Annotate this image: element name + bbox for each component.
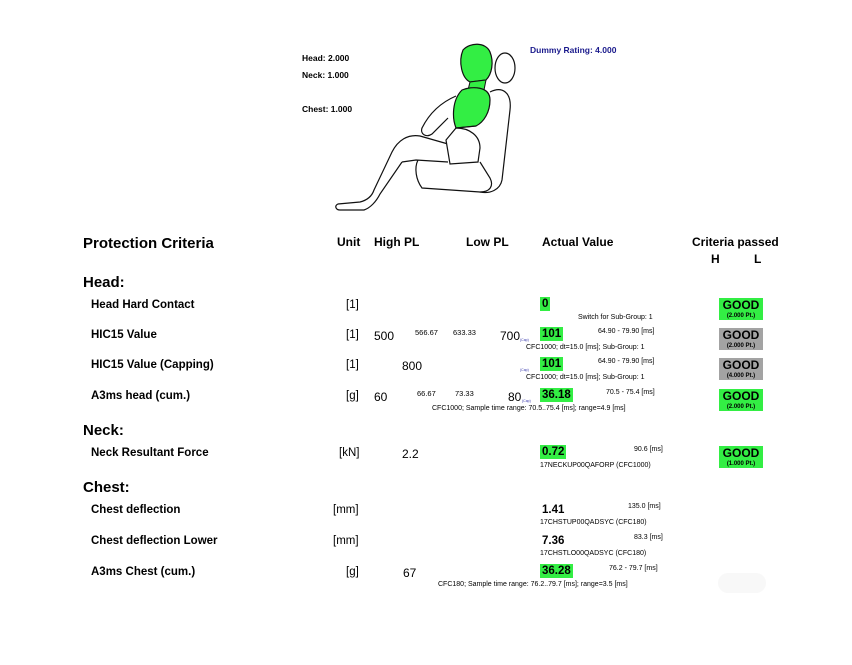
high-pl-value: 800 xyxy=(402,359,423,373)
neck-score-label: Neck: 1.000 xyxy=(302,70,349,80)
grade-text: GOOD xyxy=(722,389,760,403)
row-unit: [1] xyxy=(346,329,359,341)
empty-grade-placeholder xyxy=(718,573,766,593)
actual-value: 101 xyxy=(542,328,562,340)
time-range: 76.2 - 79.7 [ms] xyxy=(609,565,658,572)
row-label: A3ms head (cum.) xyxy=(91,390,191,402)
cap-marker: (Cap) xyxy=(522,399,531,403)
low-pl-value: 80 xyxy=(508,390,522,404)
row-unit: [1] xyxy=(346,299,359,311)
head-score-label: Head: 2.000 xyxy=(302,53,350,63)
high-pl-value: 67 xyxy=(403,566,417,580)
cap-marker: (Cap) xyxy=(520,338,529,342)
grade-badge xyxy=(719,328,763,350)
time-range: 64.90 - 79.90 [ms] xyxy=(598,328,655,335)
actual-value: 1.41 xyxy=(542,504,565,516)
col-criteria-passed: Criteria passed xyxy=(692,235,779,249)
row-label: Chest deflection xyxy=(91,504,181,516)
grade-badge xyxy=(719,358,763,380)
threshold-2: 73.33 xyxy=(455,389,474,398)
row-label: HIC15 Value xyxy=(91,329,157,341)
time-range: 83.3 [ms] xyxy=(634,534,663,541)
row-note: CFC180; Sample time range: 76.2..79.7 [ms]; range=3.5 [ms] xyxy=(438,581,628,588)
grade-badge xyxy=(719,298,763,320)
threshold-1: 566.67 xyxy=(415,328,438,337)
actual-value: 36.18 xyxy=(542,389,571,401)
grade-text: GOOD xyxy=(722,446,760,460)
actual-value: 101 xyxy=(542,358,562,370)
grade-text: GOOD xyxy=(722,328,760,342)
threshold-2: 633.33 xyxy=(453,328,476,337)
grade-badge xyxy=(719,446,763,468)
actual-value: 0 xyxy=(542,298,549,310)
grade-points: (2.000 Pt.) xyxy=(726,404,756,410)
grade-text: GOOD xyxy=(722,298,760,312)
grade-points: (2.000 Pt.) xyxy=(726,343,756,349)
row-unit: [1] xyxy=(346,359,359,371)
grade-points: (4.000 Pt.) xyxy=(726,373,756,379)
col-h: H xyxy=(711,252,720,266)
row-note: CFC1000; dt=15.0 [ms]; Sub-Group: 1 xyxy=(526,344,645,351)
row-note: CFC1000; dt=15.0 [ms]; Sub-Group: 1 xyxy=(526,374,645,381)
row-label: HIC15 Value (Capping) xyxy=(91,359,214,371)
col-l: L xyxy=(754,252,762,266)
section-chest: Chest: xyxy=(83,479,130,496)
chest-score-label: Chest: 1.000 xyxy=(302,104,353,114)
row-unit: [mm] xyxy=(333,504,359,516)
time-range: 135.0 [ms] xyxy=(628,503,661,510)
dummy-rating: Dummy Rating: 4.000 xyxy=(530,45,617,55)
row-label: Head Hard Contact xyxy=(91,299,195,311)
time-range: 90.6 [ms] xyxy=(634,446,663,453)
row-note: 17CHSTUP00QADSYC (CFC180) xyxy=(540,519,647,526)
col-actual-value: Actual Value xyxy=(542,235,614,249)
cap-marker: (Cap) xyxy=(520,368,529,372)
actual-value: 36.28 xyxy=(542,565,571,577)
row-label: A3ms Chest (cum.) xyxy=(91,566,196,578)
row-unit: [kN] xyxy=(339,447,360,459)
grade-points: (1.000 Pt.) xyxy=(726,461,756,467)
col-unit: Unit xyxy=(337,235,361,249)
section-neck: Neck: xyxy=(83,422,124,439)
high-pl-value: 2.2 xyxy=(402,447,419,461)
actual-value: 0.72 xyxy=(542,446,565,458)
high-pl-value: 60 xyxy=(374,390,388,404)
row-label: Chest deflection Lower xyxy=(91,535,218,547)
section-head: Head: xyxy=(83,274,125,291)
row-note: CFC1000; Sample time range: 70.5..75.4 [ms]; range=4.9 [ms] xyxy=(432,405,626,412)
time-range: 70.5 - 75.4 [ms] xyxy=(606,389,655,396)
row-unit: [mm] xyxy=(333,535,359,547)
col-high-pl: High PL xyxy=(374,235,420,249)
row-unit: [g] xyxy=(346,566,359,578)
col-low-pl: Low PL xyxy=(466,235,509,249)
dummy-figure xyxy=(330,40,530,216)
row-note: Switch for Sub-Group: 1 xyxy=(578,314,653,321)
actual-value: 7.36 xyxy=(542,535,565,547)
grade-points: (2.000 Pt.) xyxy=(726,313,756,319)
row-unit: [g] xyxy=(346,390,359,402)
page-title: Protection Criteria xyxy=(83,235,214,252)
row-note: 17CHSTLO00QADSYC (CFC180) xyxy=(540,550,647,557)
high-pl-value: 500 xyxy=(374,329,395,343)
low-pl-value: 700 xyxy=(500,329,521,343)
threshold-1: 66.67 xyxy=(417,389,436,398)
row-label: Neck Resultant Force xyxy=(91,447,209,459)
row-note: 17NECKUP00QAFORP (CFC1000) xyxy=(540,462,651,469)
grade-badge xyxy=(719,389,763,411)
grade-text: GOOD xyxy=(722,358,760,372)
time-range: 64.90 - 79.90 [ms] xyxy=(598,358,655,365)
